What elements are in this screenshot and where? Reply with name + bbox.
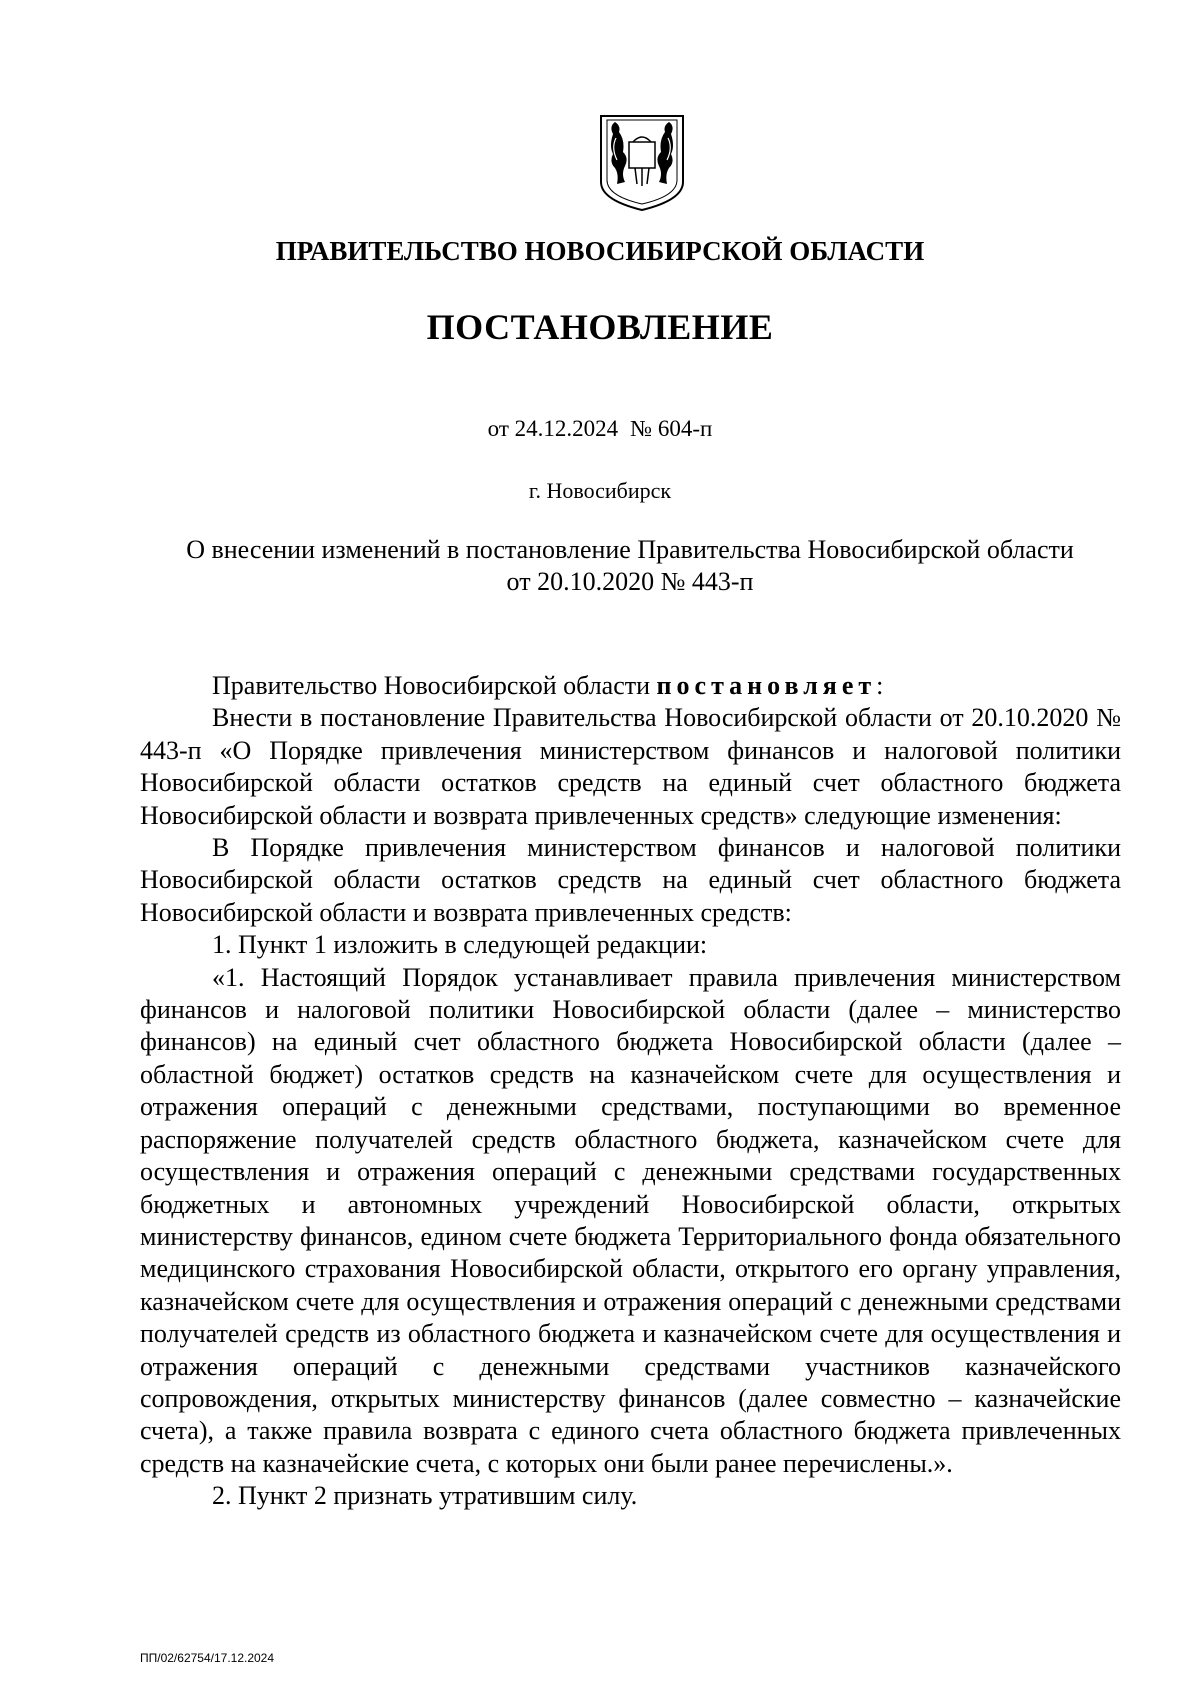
document-body	[140, 670, 1121, 1513]
resolves-word: постановляет	[656, 671, 877, 700]
document-subject	[140, 534, 1120, 598]
resolves-paragraph	[140, 670, 1121, 702]
paragraph-item-2: 2. Пункт 2 признать утратившим силу.	[212, 1481, 638, 1511]
coat-of-arms-emblem	[597, 112, 687, 212]
date-number-line	[0, 416, 1200, 442]
subject-line-2: от 20.10.2020 № 443-п	[506, 567, 754, 596]
subject-line-1: О внесении изменений в постановление Правительства Новосибирской области	[186, 535, 1074, 564]
resolves-prefix: Правительство Новосибирской области	[212, 671, 651, 700]
resolves-suffix: :	[876, 671, 884, 700]
paragraph-procedure: В Порядке привлечения министерством финансов и налоговой политики Новосибирской области остатков средств на единый счет областного бюджета Новосибирской области и возврата привлеченных средств:	[140, 833, 1121, 927]
paragraph-new-wording: «1. Настоящий Порядок устанавливает правила привлечения министерством финансов и налоговой политики Новосибирской области (далее – министерство финансов) на единый счет областного бюджета Новосибирской области (далее – областной бюджет) остатков средств на казначейском счете для осуществления и отражения операций с денежными средствами, поступающими во временное распоряжение получателей средств областного бюджета, казначейском счете для осуществления и отражения операций с денежными средствами государственных бюджетных и автономных учреждений Новосибирской области, открытых министерству финансов, едином счете бюджета Территориального фонда обязательного медицинского страхования Новосибирской области, открытого его органу управления, казначейском счете для осуществления и отражения операций с денежными средствами получателей средств из областного бюджета и казначейском счете для осуществления и отражения операций с денежными средствами участников казначейского сопровождения, открытых министерству финансов (далее совместно – казначейские счета), а также правила возврата с единого счета областного бюджета привлеченных средств на казначейские счета, с которых они были ранее перечислены.».	[140, 962, 1121, 1478]
document-date: от 24.12.2024	[487, 416, 619, 441]
city-line: г. Новосибирск	[528, 478, 672, 503]
paragraph-amend: Внести в постановление Правительства Новосибирской области от 20.10.2020 № 443-п «О Порядке привлечения министерством финансов и налоговой политики Новосибирской области остатков средств на единый счет областного бюджета Новосибирской области и возврата привлеченных средств» следующие изменения:	[140, 703, 1121, 830]
organization-title: ПРАВИТЕЛЬСТВО НОВОСИБИРСКОЙ ОБЛАСТИ	[275, 236, 925, 266]
document-number: № 604-п	[630, 416, 713, 441]
paragraph-item-1: 1. Пункт 1 изложить в следующей редакции:	[212, 930, 708, 960]
footer-document-code: ПП/02/62754/17.12.2024	[140, 1651, 275, 1665]
document-type-title: ПОСТАНОВЛЕНИЕ	[426, 307, 774, 347]
